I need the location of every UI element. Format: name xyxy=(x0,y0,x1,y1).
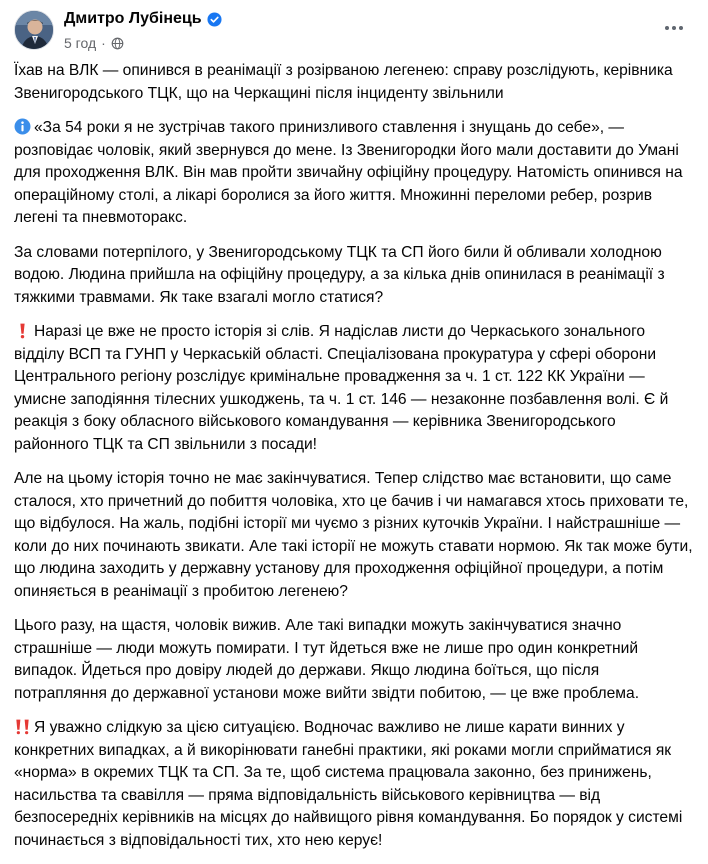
post-paragraph-2-text: «За 54 роки я не зустрічав такого принизливого ставлення і знущань до себе», — розповідає чоловік, який звернувся до мене. Із Звенигородки його мали доставити до Умані для проходження ВЛК. Він мав пройти звичайну офіційну процедуру. Натомість опинився на операційному столі, а лікарі боролися за його життя. Множинні переломи ребер, розрив легені та пневмоторакс. xyxy=(14,119,683,226)
meta-separator: · xyxy=(101,35,106,51)
post-paragraph-4-text: Наразі це вже не просто історія зі слів. Я надіслав листи до Черкаського зонального відділу ВСП та ГУНП у Черкаській області. Спеціалізована прокуратура у сфері оборони Центрального регіону розслідує кримінальне провадження за ч. 1 ст. 122 КК України — умисне заподіяння тілесних ушкоджень, та ч. 1 ст. 146 — незаконне позбавлення волі. Є й реакція з боку обласного військового командування — керівника Звенигородського районного ТЦК та СП звільнили з посади! xyxy=(14,323,669,453)
red-exclamation-emoji-icon xyxy=(14,322,31,339)
post-paragraph-7 xyxy=(14,717,694,852)
post-paragraph-7-text: Я уважно слідкую за цією ситуацією. Водночас важливо не лише карати винних у конкретних випадках, а й викорінювати ганебні практики, які роками могли сприйматися як «норма» в окремих ТЦК та СП. За те, щоб система працювала законно, без принижень, насильства та свавілля — пряма відповідальність військового керівництва — від безпосередніх керівників на місцях до найвищого рівня командування. Бо порядок у системі починається з відповідальності тих, хто нею керує! xyxy=(14,719,683,849)
post-timestamp[interactable]: 5 год xyxy=(64,35,97,51)
more-options-icon[interactable] xyxy=(660,14,688,42)
avatar-photo xyxy=(15,11,54,50)
post-body xyxy=(14,60,694,864)
post-paragraph-3: За словами потерпілого, у Звенигородському ТЦК та СП його били й обливали холодною водою. Людина прийшла на офіційну процедуру, а за кілька днів опинилася в реанімації з тяжкими травмами. Як таке взагалі могло статися? xyxy=(14,243,665,306)
post-paragraph-4 xyxy=(14,321,694,456)
post-paragraph-6: Цього разу, на щастя, чоловік вижив. Але такі випадки можуть закінчуватися значно страшніше — люди можуть помирати. І тут йдеться вже не лише про один конкретний випадок. Йдеться про довіру людей до держави. Якщо людина боїться, що після потрапляння до державної установи може вийти звідти побитою, — це вже проблема. xyxy=(14,617,640,702)
post-paragraph-5: Але на цьому історія точно не має закінчуватися. Тепер слідство має встановити, що саме сталося, хто причетний до побиття чоловіка, хто це бачив і чи намагався хтось приховати те, що відбулося. На жаль, подібні історії ми чуємо з різних куточків України. І найстрашніше — коли до них починають звикати. Але такі історії не можуть ставати нормою. Як так може бути, що людина заходить у державну установу для проходження офіційної процедури, а потім опиняється в реанімації з пробитою легенею? xyxy=(14,470,693,600)
author-name[interactable]: Дмитро Лубінець xyxy=(64,10,202,27)
post-paragraph-2 xyxy=(14,117,694,230)
author-avatar[interactable] xyxy=(14,10,54,50)
globe-icon xyxy=(111,37,124,50)
post-paragraph-1: Їхав на ВЛК — опинився в реанімації з розірваною легенею: справу розслідують, керівника Звенигородського ТЦК, що на Черкащині після інциденту звільнили xyxy=(14,62,673,102)
information-emoji-icon xyxy=(14,118,31,135)
post-header xyxy=(14,0,692,62)
red-double-exclamation-emoji-icon xyxy=(14,718,31,735)
verified-badge-icon xyxy=(207,12,222,27)
